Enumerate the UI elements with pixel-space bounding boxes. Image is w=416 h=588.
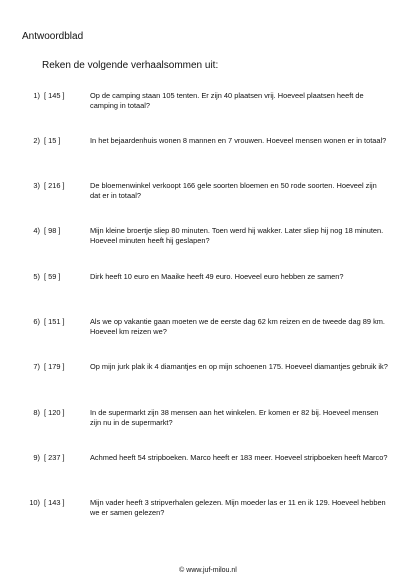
question-text: In de supermarkt zijn 38 mensen aan het winkelen. Er komen er 82 bij. Hoeveel mensen zijn nu in de supermarkt? <box>90 408 379 427</box>
question-text: In het bejaardenhuis wonen 8 mannen en 7 vrouwen. Hoeveel mensen wonen er in totaal? <box>90 136 387 145</box>
answer-value: [ 98 ] <box>44 226 61 235</box>
answer-value: [ 179 ] <box>44 362 65 371</box>
answer-value: [ 15 ] <box>44 136 61 145</box>
question-text: Mijn kleine broertje sliep 80 minuten. Toen werd hij wakker. Later sliep hij nog 18 minuten. Hoeveel minuten heeft hij geslapen? <box>90 226 384 245</box>
answer-value: [ 120 ] <box>44 408 65 417</box>
question-text: Dirk heeft 10 euro en Maaike heeft 49 euro. Hoeveel euro hebben ze samen? <box>90 272 344 281</box>
question-number: 5) <box>33 272 40 281</box>
question-text: Achmed heeft 54 stripboeken. Marco heeft er 183 meer. Hoeveel stripboeken heeft Marco? <box>90 453 388 462</box>
answer-value: [ 151 ] <box>44 317 65 326</box>
question-number: 8) <box>33 408 40 417</box>
answer-value: [ 237 ] <box>44 453 65 462</box>
question-text: Op mijn jurk plak ik 4 diamantjes en op mijn schoenen 175. Hoeveel diamantjes gebruik ik? <box>90 362 388 371</box>
question-number: 2) <box>33 136 40 145</box>
question-text: Mijn vader heeft 3 stripverhalen gelezen. Mijn moeder las er 11 en ik 129. Hoeveel hebben we er samen gelezen? <box>90 498 386 517</box>
question-text: De bloemenwinkel verkoopt 166 gele soorten bloemen en 50 rode soorten. Hoeveel zijn dat er in totaal? <box>90 181 377 200</box>
question-number: 4) <box>33 226 40 235</box>
sheet-title: Antwoordblad <box>22 31 84 42</box>
answer-value: [ 59 ] <box>44 272 61 281</box>
answer-value: [ 216 ] <box>44 181 65 190</box>
question-text: Als we op vakantie gaan moeten we de eerste dag 62 km reizen en de tweede dag 89 km. Hoeveel km reizen we? <box>90 317 385 336</box>
question-number: 1) <box>33 91 40 100</box>
question-number: 7) <box>33 362 40 371</box>
answer-value: [ 145 ] <box>44 91 65 100</box>
question-number: 9) <box>33 453 40 462</box>
answer-value: [ 143 ] <box>44 498 65 507</box>
question-number: 3) <box>33 181 40 190</box>
question-number: 6) <box>33 317 40 326</box>
instruction-heading: Reken de volgende verhaalsommen uit: <box>42 60 219 71</box>
question-number: 10) <box>29 498 40 507</box>
footer-copyright: © www.juf-milou.nl <box>179 567 237 574</box>
question-text: Op de camping staan 105 tenten. Er zijn 40 plaatsen vrij. Hoeveel plaatsen heeft de camping in totaal? <box>90 91 364 110</box>
